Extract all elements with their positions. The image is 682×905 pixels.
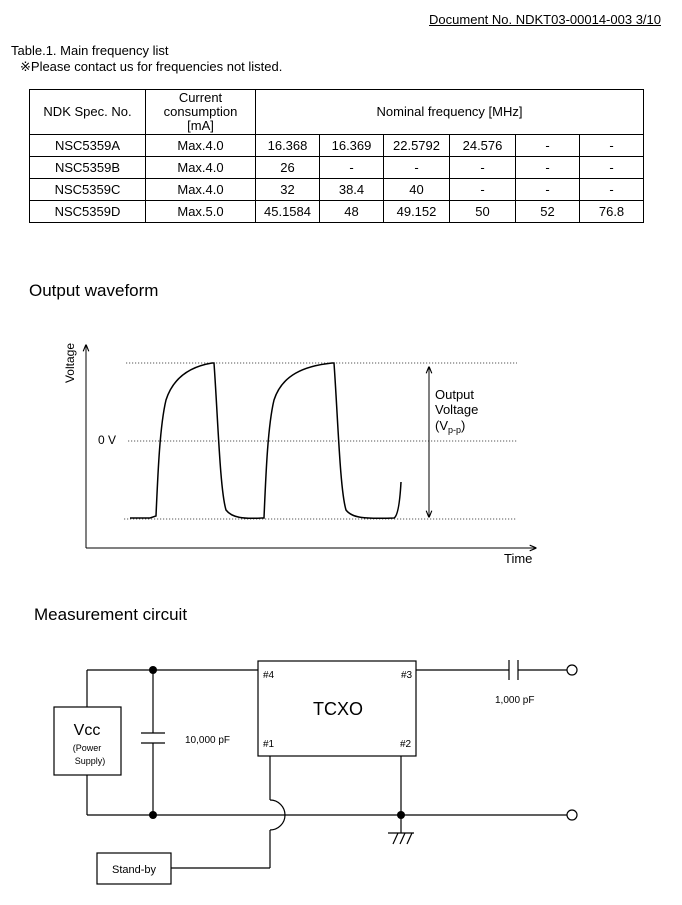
vcc-sub2: Supply): [74, 756, 106, 766]
header-current-line1: Current: [178, 90, 223, 105]
cell-freq: 49.152: [384, 201, 450, 223]
cell-freq: 24.576: [450, 135, 516, 157]
x-axis-label: Time: [504, 551, 533, 566]
header-spec: NDK Spec. No.: [30, 90, 146, 135]
cell-spec: NSC5359A: [30, 135, 146, 157]
voltage-label: Voltage: [435, 402, 479, 417]
cell-freq: 16.368: [256, 135, 320, 157]
circuit-title: Measurement circuit: [34, 605, 188, 624]
header-frequency: Nominal frequency [MHz]: [256, 90, 644, 135]
cell-freq: 22.5792: [384, 135, 450, 157]
standby-label: Stand-by: [111, 864, 157, 876]
ground-hatch: [393, 833, 398, 844]
ground-terminal: [567, 810, 577, 820]
cell-freq: -: [320, 157, 384, 179]
output-label: Output: [435, 387, 475, 402]
ground-hatch: [400, 833, 405, 844]
cell-freq: 26: [256, 157, 320, 179]
output-terminal: [567, 665, 577, 675]
table-caption: Table.1. Main frequency list: [11, 43, 169, 58]
cell-current: Max.4.0: [146, 179, 256, 201]
cell-spec: NSC5359C: [30, 179, 146, 201]
output-cap-label: 1,000 pF: [495, 695, 535, 706]
bypass-cap-label: 10,000 pF: [185, 735, 231, 746]
cell-freq: 48: [320, 201, 384, 223]
vcc-sub1: (Power: [72, 743, 102, 753]
header-current-line2: consumption: [163, 104, 238, 119]
cell-current: Max.5.0: [146, 201, 256, 223]
junction-dot: [149, 666, 157, 674]
cell-freq: 52: [516, 201, 580, 223]
cell-freq: 76.8: [580, 201, 644, 223]
cell-freq: -: [450, 179, 516, 201]
cell-freq: 45.1584: [256, 201, 320, 223]
pin2-label: #2: [400, 739, 412, 750]
cell-freq: -: [516, 179, 580, 201]
zero-volt-label: 0 V: [98, 433, 117, 447]
vpp-label: $(V_{p-p})$: [435, 418, 466, 435]
cell-freq: -: [516, 157, 580, 179]
waveform-title: Output waveform: [29, 281, 159, 300]
y-axis-label: Voltage: [63, 342, 77, 384]
cell-freq: -: [384, 157, 450, 179]
pin4-label: #4: [263, 670, 275, 681]
pin3-label: #3: [401, 670, 413, 681]
cell-spec: NSC5359D: [30, 201, 146, 223]
cell-freq: -: [516, 135, 580, 157]
vcc-label: Vcc: [73, 722, 101, 739]
header-current-line3: [mA]: [187, 118, 214, 133]
cell-freq: 50: [450, 201, 516, 223]
cell-freq: 38.4: [320, 179, 384, 201]
cell-current: Max.4.0: [146, 135, 256, 157]
cell-spec: NSC5359B: [30, 157, 146, 179]
cell-freq: -: [450, 157, 516, 179]
document-number: Document No. NDKT03-00014-003 3/10: [429, 12, 661, 27]
cell-freq: -: [580, 135, 644, 157]
junction-dot: [149, 811, 157, 819]
cell-freq: 32: [256, 179, 320, 201]
ground-hatch: [407, 833, 412, 844]
cell-freq: -: [580, 157, 644, 179]
cell-current: Max.4.0: [146, 157, 256, 179]
table-note: ※Please contact us for frequencies not listed.: [20, 59, 283, 74]
cell-freq: 40: [384, 179, 450, 201]
cell-freq: 16.369: [320, 135, 384, 157]
cell-freq: -: [580, 179, 644, 201]
tcxo-label: TCXO: [312, 699, 364, 719]
junction-dot: [397, 811, 405, 819]
pin1-label: #1: [263, 739, 275, 750]
